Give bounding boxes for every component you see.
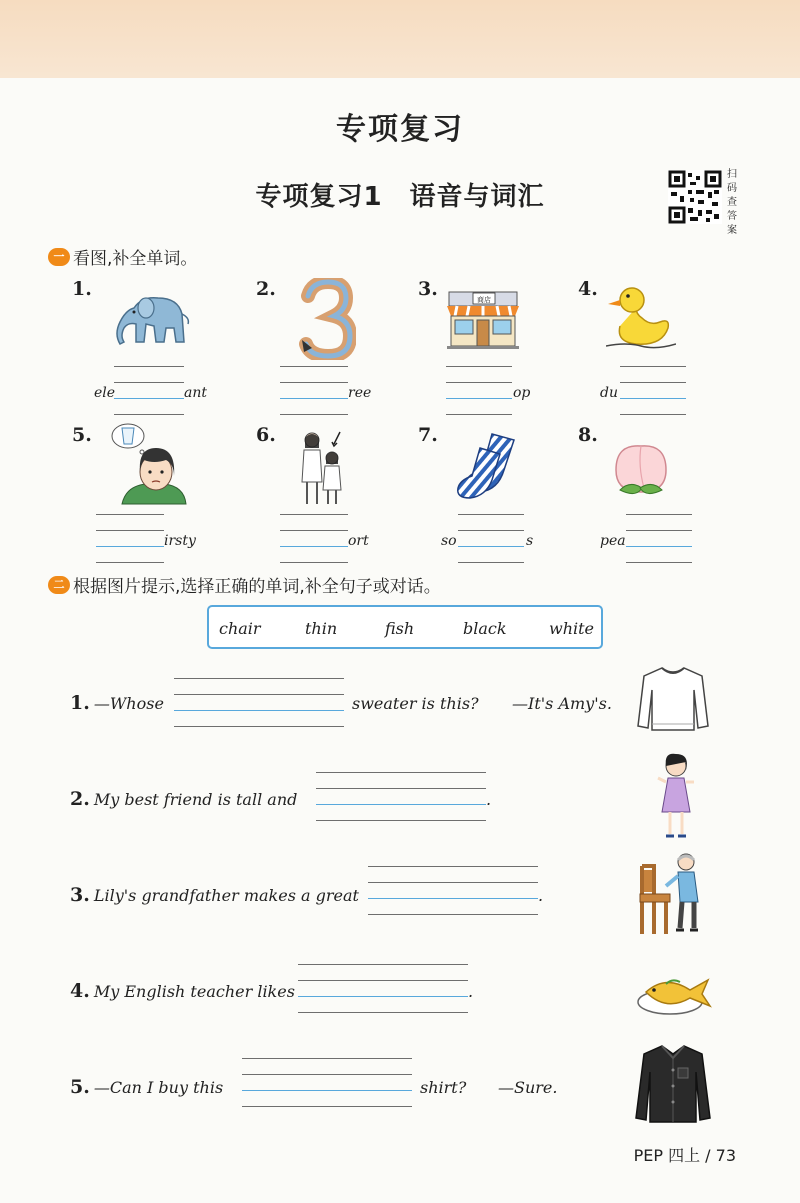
- item-1-suffix: ant: [184, 385, 207, 401]
- item-6-number: 6.: [256, 424, 276, 446]
- duck-icon: [606, 282, 676, 350]
- thirsty-girl-icon: [110, 420, 190, 510]
- part1-instruction: 看图,补全单词。: [73, 249, 198, 269]
- item-1-number: 1.: [72, 278, 92, 300]
- part2-badge: 二: [48, 576, 70, 594]
- sentence-1-start: 1. —Whose: [70, 692, 164, 714]
- word-bank-item: thin: [305, 619, 338, 638]
- shop-icon: [443, 288, 523, 350]
- item-5-number: 5.: [72, 424, 92, 446]
- sweater-icon: [636, 664, 710, 736]
- sentence-5-start: 5. —Can I buy this: [70, 1076, 224, 1098]
- part2-heading: [48, 572, 441, 597]
- sentence-3-start: 3. Lily's grandfather makes a great: [70, 884, 359, 906]
- item-4-number: 4.: [578, 278, 598, 300]
- sentence-1-reply: —It's Amy's.: [512, 694, 612, 713]
- fish-dish-icon: [636, 966, 714, 1018]
- item-4-prefix: du: [600, 385, 618, 401]
- item-7-number: 7.: [418, 424, 438, 446]
- item-7-prefix: so: [441, 533, 457, 549]
- item-2-suffix: ree: [348, 385, 372, 401]
- item-8-prefix: pea: [600, 533, 626, 549]
- word-bank-item: white: [549, 619, 595, 638]
- black-shirt-icon: [632, 1042, 714, 1124]
- page-footer: PEP 四上 / 73: [633, 1146, 736, 1165]
- thin-girl-icon: [654, 752, 698, 840]
- item-7-suffix: s: [526, 533, 534, 549]
- section-title: 专项复习1 语音与词汇: [255, 182, 545, 212]
- word-bank: [207, 605, 603, 649]
- item-8-number: 8.: [578, 424, 598, 446]
- part2-instruction: 根据图片提示,选择正确的单词,补全句子或对话。: [73, 577, 441, 597]
- sentence-5-reply: —Sure.: [498, 1078, 558, 1097]
- sentence-3-end: .: [538, 886, 544, 905]
- item-1-prefix: ele: [94, 385, 116, 401]
- word-bank-item: fish: [385, 619, 415, 638]
- part1-badge: 一: [48, 248, 70, 266]
- item-3-number: 3.: [418, 278, 438, 300]
- item-3-suffix: op: [513, 385, 531, 401]
- sentence-4-end: .: [468, 982, 474, 1001]
- sentence-4-start: 4. My English teacher likes: [70, 980, 295, 1002]
- word-bank-item: chair: [219, 619, 261, 638]
- peach-icon: [610, 436, 672, 498]
- word-bank-item: black: [463, 619, 507, 638]
- short-girl-icon: [296, 428, 348, 508]
- page-title: 专项复习: [336, 112, 464, 147]
- top-color-band: [0, 0, 800, 78]
- sentence-5-end: shirt?: [420, 1078, 467, 1097]
- item-2-number: 2.: [256, 278, 276, 300]
- item-6-suffix: ort: [348, 533, 369, 549]
- part1-heading: [48, 244, 197, 269]
- qr-code-icon[interactable]: [668, 170, 722, 224]
- sentence-2-end: .: [486, 790, 492, 809]
- shop-sign: 商店: [477, 296, 491, 304]
- sentence-1-end: sweater is this?: [352, 694, 479, 713]
- qr-label: 扫 码 查 答 案: [727, 169, 737, 236]
- elephant-icon: [112, 288, 192, 350]
- sentence-2-start: 2. My best friend is tall and: [70, 788, 298, 810]
- socks-icon: [452, 430, 524, 502]
- number-three-icon: [298, 278, 356, 360]
- item-5-suffix: irsty: [164, 533, 196, 549]
- grandfather-chair-icon: [636, 850, 710, 936]
